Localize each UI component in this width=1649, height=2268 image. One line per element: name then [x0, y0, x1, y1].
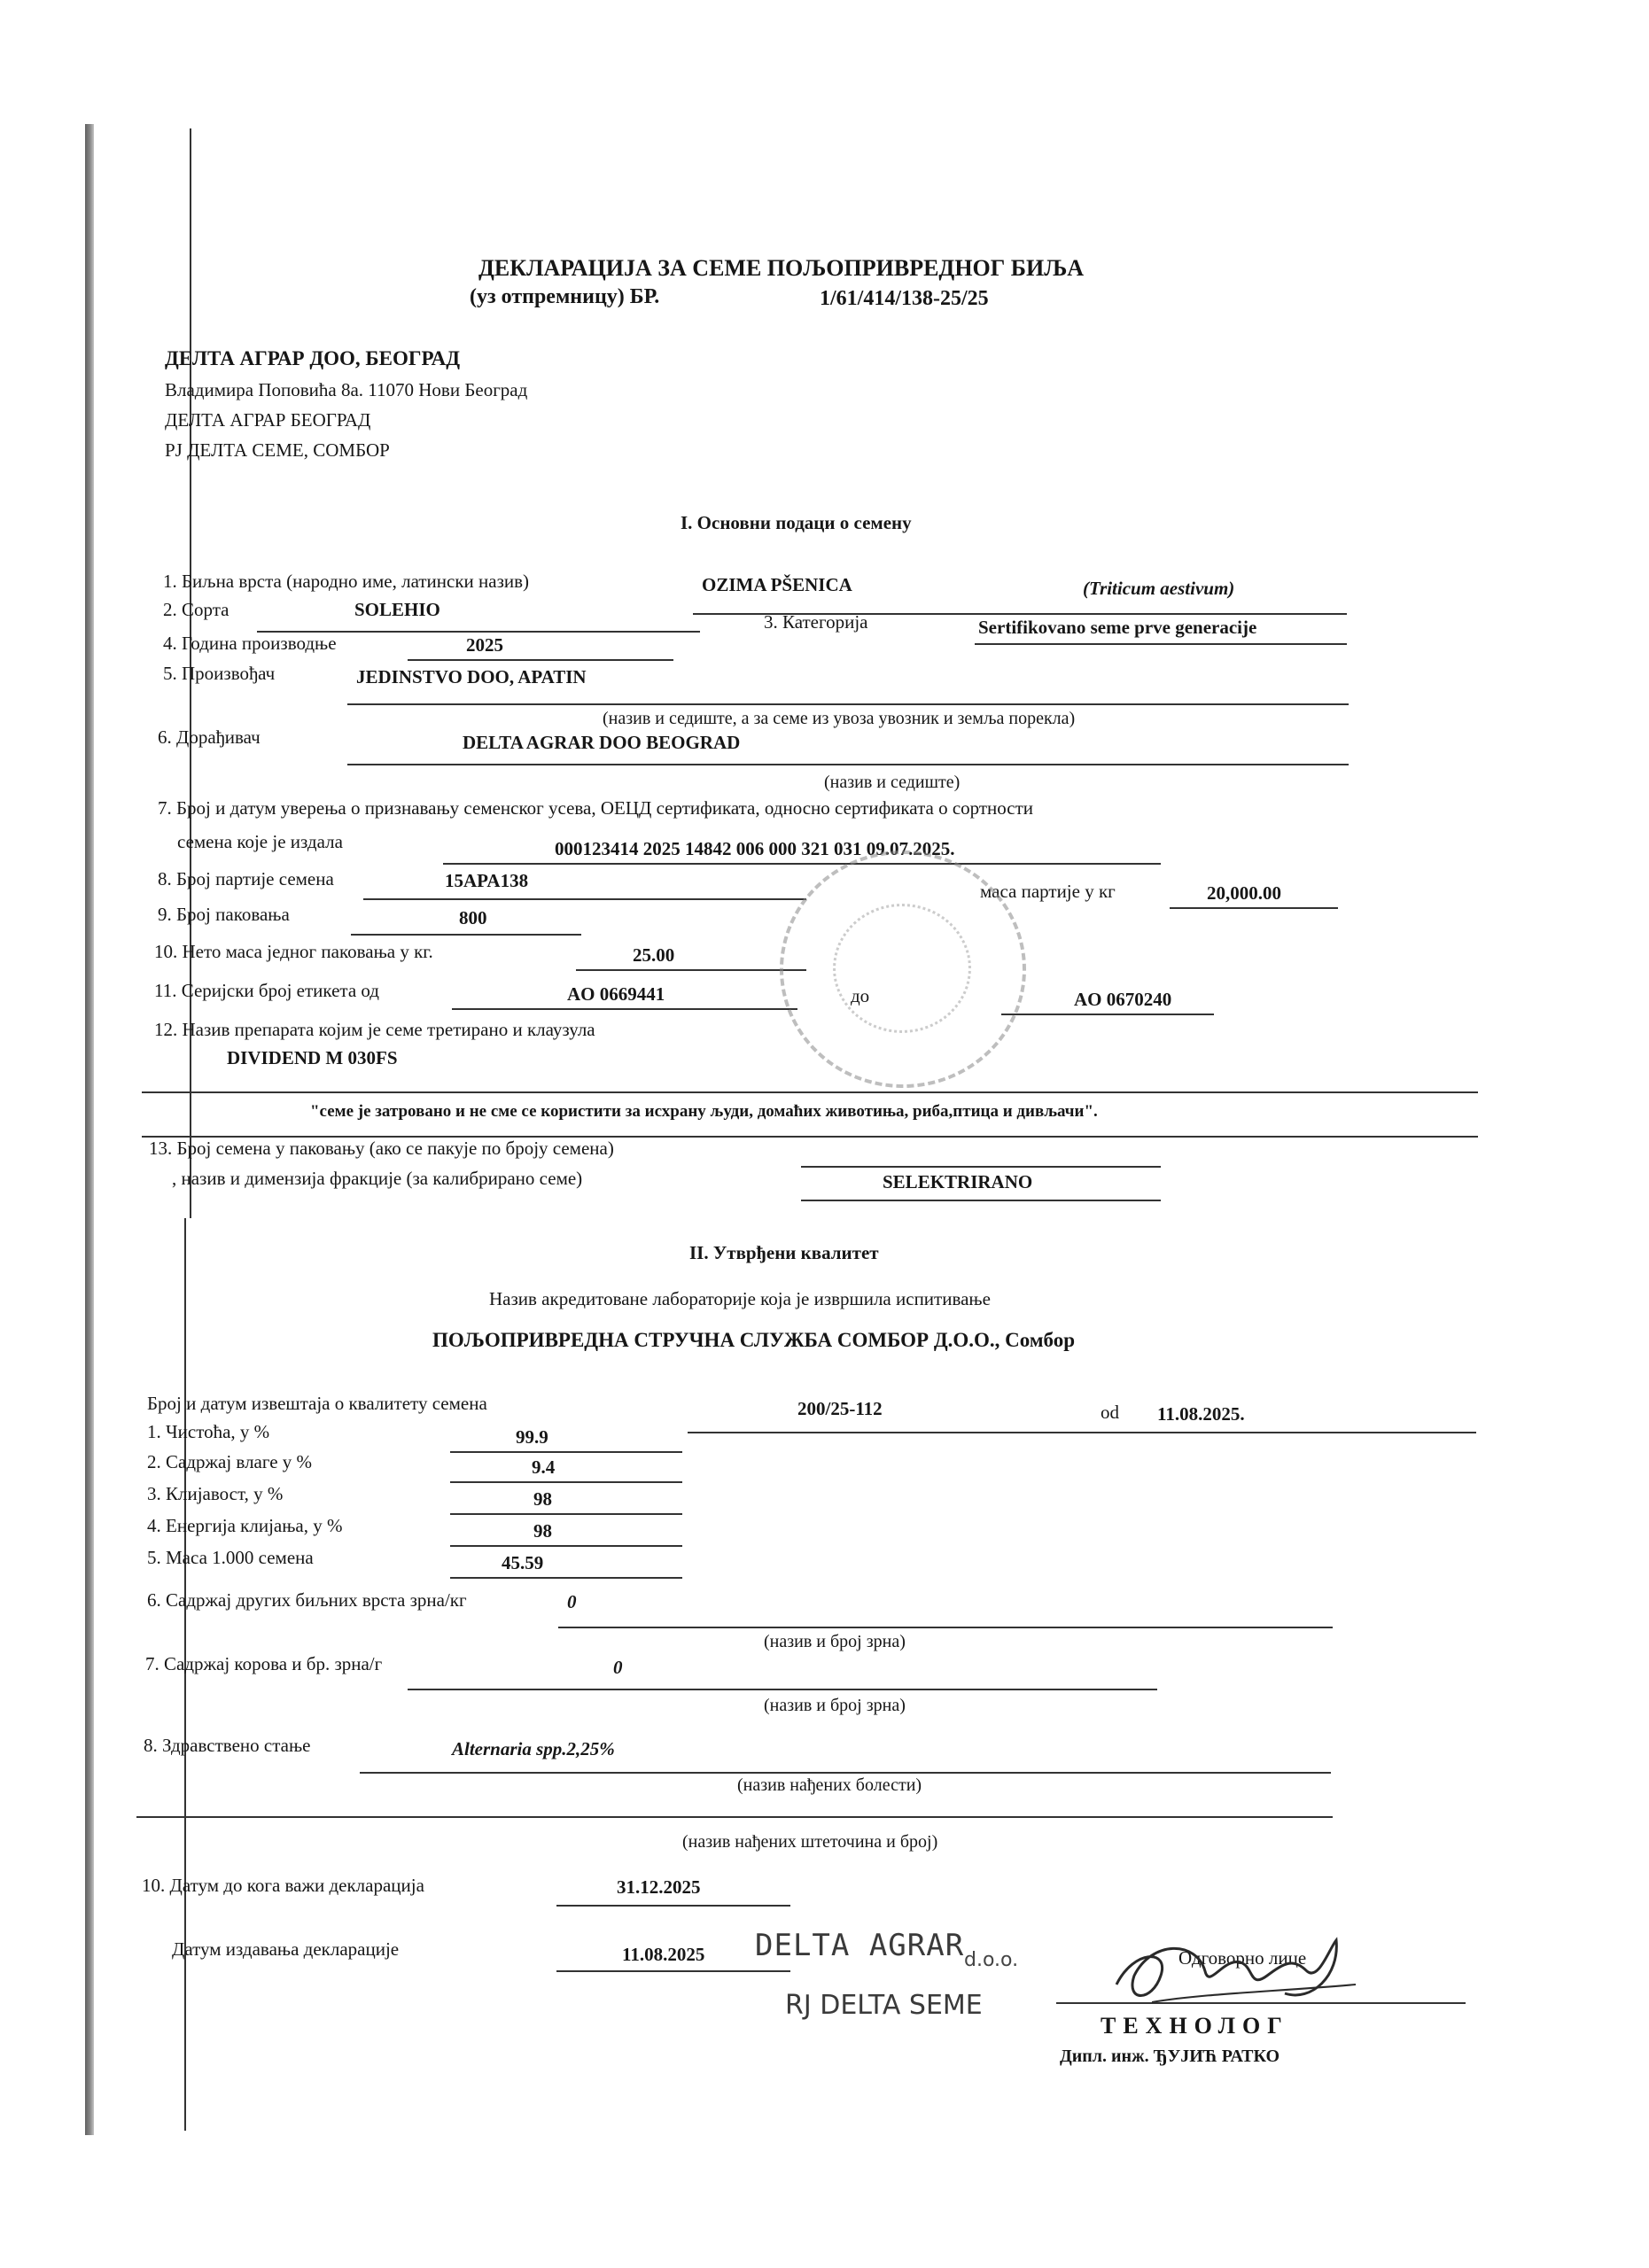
q10-value: 31.12.2025: [617, 1876, 701, 1898]
role-title: ТЕХНОЛОГ: [1101, 2013, 1289, 2039]
r10-line: [576, 969, 806, 971]
q7-label: 7. Садржај корова и бр. зрна/г: [145, 1653, 383, 1674]
r11-to: AO 0670240: [1074, 989, 1172, 1010]
r13-label-a: 13. Број семена у паковању (ако се пакује по броју семена): [149, 1138, 614, 1159]
r7-value: 000123414 2025 14842 006 000 321 031 09.07.2025.: [555, 838, 955, 859]
r7-line: [443, 863, 1161, 865]
q7-value: 0: [613, 1657, 623, 1678]
r9-line: [351, 934, 581, 936]
r5-label: 5. Произвођач: [163, 663, 276, 684]
company-stamp-line2: RJ DELTA SEME: [785, 1990, 983, 2021]
r13-line-b: [801, 1200, 1161, 1201]
r7-label-a: 7. Број и датум уверења о признавању семенског усева, ОЕЦД сертификата, односно сертификата о сортности: [158, 797, 1034, 819]
company-stamp-doo: d.o.o.: [964, 1949, 1019, 1971]
report-line: [688, 1432, 1476, 1433]
section2-title: II. Утврђени квалитет: [689, 1242, 879, 1263]
q10-line: [556, 1905, 790, 1907]
r1-latin: (Triticum aestivum): [1083, 578, 1235, 599]
q3-value: 98: [533, 1488, 552, 1510]
r8-mass-label: маса партије у кг: [980, 881, 1116, 902]
company-name: ДЕЛТА АГРАР ДОО, БЕОГРАД: [165, 347, 461, 369]
q10-label: 10. Датум до кога важи декларација: [142, 1875, 424, 1896]
r5-value: JEDINSTVO DOO, APATIN: [356, 666, 587, 687]
r1-label: 1. Биљна врста (народно име, латински назив): [163, 571, 530, 592]
report-date: 11.08.2025.: [1157, 1403, 1245, 1425]
r3-line: [975, 643, 1347, 645]
r5-note: (назив и седиште, а за семе из увоза увозник и земља порекла): [603, 709, 1076, 728]
q2-line: [450, 1481, 682, 1483]
q2-label: 2. Садржај влаге у %: [147, 1451, 313, 1472]
r13-line-a: [801, 1166, 1161, 1168]
r6-label: 6. Дорађивач: [158, 726, 261, 748]
r9-value: 800: [459, 907, 487, 928]
r2-value: SOLEHIO: [354, 599, 440, 620]
q4-label: 4. Енергија клијања, у %: [147, 1515, 343, 1536]
r4-value: 2025: [466, 634, 503, 656]
r8-mass-value: 20,000.00: [1207, 882, 1281, 904]
report-number: 200/25-112: [797, 1398, 883, 1419]
q6-label: 6. Садржај других биљних врста зрна/кг: [147, 1589, 467, 1611]
r8-line: [363, 898, 806, 900]
scan-edge: [85, 124, 94, 2135]
r6-line: [347, 764, 1349, 765]
q7-note: (назив и број зрна): [764, 1696, 906, 1715]
declaration-number: 1/61/414/138-25/25: [820, 287, 989, 310]
q4-line: [450, 1545, 682, 1547]
r7-label-b: семена које је издала: [177, 831, 343, 852]
q6-value: 0: [567, 1591, 577, 1612]
q5-label: 5. Маса 1.000 семена: [147, 1547, 314, 1568]
issue-label: Датум издавања декларације: [172, 1938, 400, 1960]
company-address: Владимира Поповића 8а. 11070 Нови Београд: [165, 379, 528, 400]
r11-to-label: до: [851, 985, 870, 1006]
q8-value: Alternaria spp.2,25%: [452, 1738, 615, 1759]
r3-label: 3. Категорија: [764, 611, 868, 633]
r12-value: DIVIDEND M 030FS: [227, 1047, 398, 1068]
q8-label: 8. Здравствено стање: [144, 1735, 311, 1756]
q7-line: [408, 1689, 1157, 1690]
r13-label-b: , назив и димензија фракције (за калибрирано семе): [172, 1168, 583, 1189]
document-title: ДЕКЛАРАЦИЈА ЗА СЕМЕ ПОЉОПРИВРЕДНОГ БИЉА: [478, 255, 1085, 281]
r5-line: [347, 703, 1349, 705]
r11-from: AO 0669441: [567, 983, 665, 1005]
r6-note: (назив и седиште): [824, 773, 961, 792]
r10-label: 10. Нето маса једног паковања у кг.: [154, 941, 433, 962]
r12-label: 12. Назив препарата којим је семе третирано и клаузула: [154, 1019, 595, 1040]
q4-value: 98: [533, 1520, 552, 1542]
q1-value: 99.9: [516, 1426, 548, 1448]
r11-to-line: [1001, 1014, 1214, 1015]
r11-label: 11. Серијски број етикета од: [154, 980, 379, 1001]
r10-value: 25.00: [633, 944, 675, 966]
section1-title: I. Основни подаци о семену: [681, 512, 912, 533]
q8-note-a: (назив нађених болести): [737, 1775, 922, 1795]
q6-line: [558, 1627, 1333, 1628]
q1-label: 1. Чистоћа, у %: [147, 1421, 270, 1442]
lab-name: ПОЉОПРИВРЕДНА СТРУЧНА СЛУЖБА СОМБОР Д.О.О., Сомбор: [432, 1329, 1075, 1351]
r13-value: SELEKTRIRANO: [883, 1171, 1033, 1192]
responsible-person-label: Одговорно лице: [1178, 1947, 1307, 1969]
r6-value: DELTA AGRAR DOO BEOGRAD: [463, 732, 741, 753]
r2-label: 2. Сорта: [163, 599, 229, 620]
r8-value: 15APA138: [445, 870, 529, 891]
r8-label: 8. Број партије семена: [158, 868, 334, 889]
r11-from-line: [452, 1008, 797, 1010]
r9-label: 9. Број паковања: [158, 904, 290, 925]
r1-common: OZIMA PŠENICA: [702, 574, 852, 595]
certification-seal-inner: [833, 904, 971, 1033]
report-label: Број и датум извештаја о квалитету семена: [147, 1393, 487, 1414]
q6-note: (назив и број зрна): [764, 1632, 906, 1651]
q3-line: [450, 1513, 682, 1515]
r3-value: Sertifikovano seme prve generacije: [978, 617, 1257, 638]
q8-line-b: [136, 1816, 1333, 1818]
signature-scribble: [1099, 1922, 1365, 2020]
company-line3: ДЕЛТА АГРАР БЕОГРАД: [165, 409, 371, 431]
issue-value: 11.08.2025: [622, 1944, 705, 1965]
q5-value: 45.59: [502, 1552, 544, 1573]
r4-line: [408, 659, 673, 661]
company-line4: РЈ ДЕЛТА СЕМЕ, СОМБОР: [165, 439, 390, 461]
company-stamp-line1: DELTA AGRAR: [755, 1928, 965, 1963]
report-od: od: [1101, 1402, 1119, 1423]
q5-line: [450, 1577, 682, 1579]
r4-label: 4. Година производње: [163, 633, 337, 654]
r8-mass-line: [1170, 907, 1338, 909]
lab-label: Назив акредитоване лабораторије која је извршила испитивање: [489, 1288, 991, 1309]
responsible-name: Дипл. инж. ЂУЈИЋ РАТКО: [1060, 2047, 1280, 2066]
q1-line: [450, 1451, 682, 1453]
r12-line: [142, 1091, 1478, 1093]
q3-label: 3. Клијавост, у %: [147, 1483, 284, 1504]
q8-line: [360, 1772, 1331, 1774]
issue-line: [556, 1970, 790, 1972]
document-subtitle: (уз отпремницу) БР.: [470, 285, 660, 308]
q8-note-b: (назив нађених штеточина и број): [682, 1832, 938, 1852]
r12-clause: "семе је затровано и не сме се користити за исхрану људи, домаћих животиња, риба,птица и дивљачи".: [310, 1102, 1098, 1121]
q2-value: 9.4: [532, 1456, 556, 1478]
